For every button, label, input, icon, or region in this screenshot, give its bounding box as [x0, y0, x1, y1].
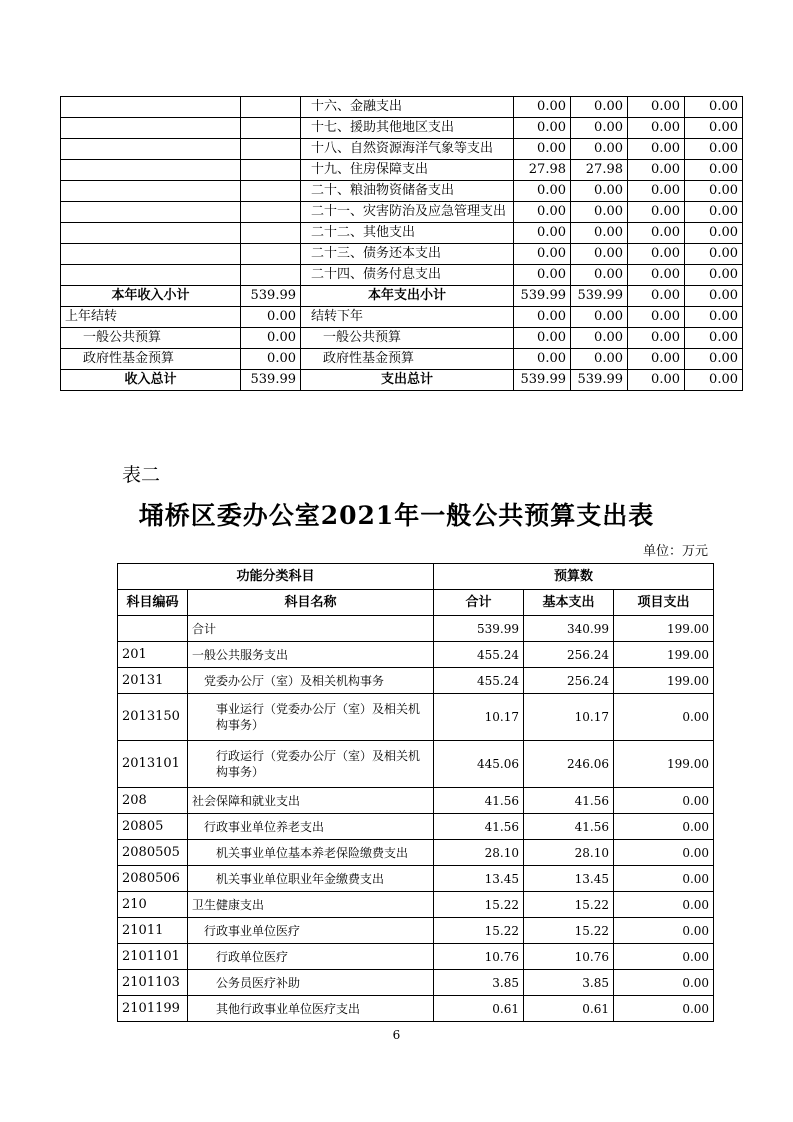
cell-value: 539.99 — [514, 370, 571, 391]
cell-value: 0.00 — [628, 349, 685, 370]
cell-value: 0.00 — [514, 328, 571, 349]
table-row — [118, 694, 714, 741]
page-title: 埇桥区委办公室2021年一般公共预算支出表 — [138, 501, 655, 530]
cell-c2: 0.00 — [241, 328, 301, 349]
cell-c2 — [241, 223, 301, 244]
cell-c1 — [61, 265, 241, 286]
cell-c1 — [61, 202, 241, 223]
cell-c3: 二十一、灾害防治及应急管理支出 — [301, 202, 514, 223]
cell-basic: 28.10 — [524, 840, 614, 866]
cell-value: 539.99 — [571, 286, 628, 307]
cell-code: 20805 — [118, 814, 188, 840]
cell-c3: 政府性基金预算 — [301, 349, 514, 370]
cell-value: 0.00 — [685, 181, 743, 202]
cell-name: 行政单位医疗 — [188, 944, 434, 970]
header-basic: 基本支出 — [524, 590, 614, 616]
cell-value: 27.98 — [571, 160, 628, 181]
table-row — [61, 349, 743, 370]
table-row — [118, 814, 714, 840]
cell-value: 539.99 — [514, 286, 571, 307]
cell-c1 — [61, 244, 241, 265]
cell-c3: 一般公共预算 — [301, 328, 514, 349]
cell-total: 15.22 — [434, 892, 524, 918]
cell-project: 0.00 — [614, 892, 714, 918]
cell-value: 0.00 — [628, 370, 685, 391]
table-row — [118, 944, 714, 970]
cell-value: 539.99 — [571, 370, 628, 391]
cell-project: 199.00 — [614, 741, 714, 788]
cell-value: 0.00 — [571, 265, 628, 286]
cell-name: 行政事业单位养老支出 — [188, 814, 434, 840]
cell-total: 10.76 — [434, 944, 524, 970]
cell-value: 0.00 — [628, 286, 685, 307]
cell-project: 0.00 — [614, 788, 714, 814]
cell-project: 0.00 — [614, 814, 714, 840]
cell-value: 0.00 — [685, 349, 743, 370]
cell-c1: 政府性基金预算 — [61, 349, 241, 370]
cell-value: 0.00 — [571, 202, 628, 223]
cell-value: 0.00 — [628, 202, 685, 223]
cell-project: 199.00 — [614, 642, 714, 668]
cell-basic: 340.99 — [524, 616, 614, 642]
table-row — [61, 286, 743, 307]
table-row — [118, 642, 714, 668]
cell-total: 539.99 — [434, 616, 524, 642]
cell-basic: 246.06 — [524, 741, 614, 788]
cell-project: 199.00 — [614, 616, 714, 642]
table-row — [61, 202, 743, 223]
table-row — [61, 97, 743, 118]
cell-c2 — [241, 139, 301, 160]
cell-c1 — [61, 160, 241, 181]
cell-value: 0.00 — [685, 139, 743, 160]
cell-value: 0.00 — [628, 244, 685, 265]
cell-value: 0.00 — [571, 328, 628, 349]
cell-total: 3.85 — [434, 970, 524, 996]
cell-name: 一般公共服务支出 — [188, 642, 434, 668]
table-row — [118, 788, 714, 814]
table-row — [118, 741, 714, 788]
header-functional-classification: 功能分类科目 — [118, 564, 434, 590]
cell-code: 20131 — [118, 668, 188, 694]
header-code: 科目编码 — [118, 590, 188, 616]
cell-value: 0.00 — [571, 139, 628, 160]
cell-name: 社会保障和就业支出 — [188, 788, 434, 814]
cell-c1: 一般公共预算 — [61, 328, 241, 349]
page-number: 6 — [392, 1028, 401, 1042]
cell-basic: 3.85 — [524, 970, 614, 996]
cell-c1: 收入总计 — [61, 370, 241, 391]
cell-value: 0.00 — [571, 181, 628, 202]
cell-value: 0.00 — [514, 181, 571, 202]
cell-project: 0.00 — [614, 944, 714, 970]
cell-basic: 41.56 — [524, 788, 614, 814]
cell-project: 0.00 — [614, 840, 714, 866]
cell-c2 — [241, 160, 301, 181]
cell-basic: 15.22 — [524, 892, 614, 918]
cell-c3: 本年支出小计 — [301, 286, 514, 307]
cell-c2 — [241, 202, 301, 223]
cell-value: 0.00 — [685, 202, 743, 223]
cell-name: 行政运行（党委办公厅（室）及相关机构事务） — [188, 741, 434, 788]
table-row — [118, 668, 714, 694]
cell-c3: 支出总计 — [301, 370, 514, 391]
table-row — [118, 918, 714, 944]
cell-value: 0.00 — [514, 139, 571, 160]
header-project: 项目支出 — [614, 590, 714, 616]
cell-value: 0.00 — [571, 97, 628, 118]
table-row — [118, 970, 714, 996]
cell-c2 — [241, 181, 301, 202]
cell-basic: 41.56 — [524, 814, 614, 840]
cell-name: 行政事业单位医疗 — [188, 918, 434, 944]
cell-value: 0.00 — [514, 349, 571, 370]
cell-value: 27.98 — [514, 160, 571, 181]
header-total: 合计 — [434, 590, 524, 616]
table-row — [61, 118, 743, 139]
cell-value: 0.00 — [685, 328, 743, 349]
cell-c3: 二十四、债务付息支出 — [301, 265, 514, 286]
cell-total: 0.61 — [434, 996, 524, 1022]
table-row — [61, 223, 743, 244]
cell-value: 0.00 — [628, 307, 685, 328]
cell-c3: 二十三、债务还本支出 — [301, 244, 514, 265]
cell-value: 0.00 — [628, 181, 685, 202]
cell-project: 199.00 — [614, 668, 714, 694]
cell-c1 — [61, 139, 241, 160]
cell-basic: 10.17 — [524, 694, 614, 741]
cell-value: 0.00 — [514, 307, 571, 328]
cell-code: 2080506 — [118, 866, 188, 892]
cell-c2: 539.99 — [241, 370, 301, 391]
cell-basic: 15.22 — [524, 918, 614, 944]
table-row — [61, 181, 743, 202]
table-row — [61, 244, 743, 265]
cell-c3: 二十、粮油物资储备支出 — [301, 181, 514, 202]
cell-basic: 256.24 — [524, 642, 614, 668]
cell-basic: 10.76 — [524, 944, 614, 970]
cell-c3: 结转下年 — [301, 307, 514, 328]
cell-value: 0.00 — [571, 118, 628, 139]
cell-total: 41.56 — [434, 814, 524, 840]
cell-code: 2013150 — [118, 694, 188, 741]
table-row — [118, 866, 714, 892]
cell-code: 2101101 — [118, 944, 188, 970]
cell-c1 — [61, 181, 241, 202]
cell-value: 0.00 — [628, 160, 685, 181]
cell-value: 0.00 — [628, 265, 685, 286]
cell-project: 0.00 — [614, 918, 714, 944]
cell-total: 28.10 — [434, 840, 524, 866]
table-label: 表二 — [122, 464, 161, 486]
cell-name: 其他行政事业单位医疗支出 — [188, 996, 434, 1022]
cell-value: 0.00 — [685, 160, 743, 181]
table-row — [61, 370, 743, 391]
table-row — [61, 328, 743, 349]
cell-value: 0.00 — [685, 223, 743, 244]
table-row — [61, 307, 743, 328]
table-row — [118, 616, 714, 642]
cell-total: 455.24 — [434, 642, 524, 668]
cell-value: 0.00 — [571, 307, 628, 328]
cell-project: 0.00 — [614, 866, 714, 892]
cell-total: 15.22 — [434, 918, 524, 944]
cell-code: 201 — [118, 642, 188, 668]
cell-value: 0.00 — [514, 118, 571, 139]
cell-value: 0.00 — [685, 244, 743, 265]
cell-basic: 0.61 — [524, 996, 614, 1022]
cell-value: 0.00 — [571, 349, 628, 370]
cell-value: 0.00 — [685, 97, 743, 118]
cell-code: 2101103 — [118, 970, 188, 996]
cell-total: 10.17 — [434, 694, 524, 741]
cell-c2 — [241, 265, 301, 286]
cell-code: 21011 — [118, 918, 188, 944]
cell-value: 0.00 — [685, 370, 743, 391]
cell-code: 2013101 — [118, 741, 188, 788]
table-row — [61, 160, 743, 181]
cell-value: 0.00 — [514, 244, 571, 265]
cell-value: 0.00 — [514, 223, 571, 244]
cell-code — [118, 616, 188, 642]
cell-name: 事业运行（党委办公厅（室）及相关机构事务） — [188, 694, 434, 741]
cell-basic: 13.45 — [524, 866, 614, 892]
cell-code: 2080505 — [118, 840, 188, 866]
cell-c3: 二十二、其他支出 — [301, 223, 514, 244]
cell-c1: 上年结转 — [61, 307, 241, 328]
cell-project: 0.00 — [614, 996, 714, 1022]
table-row — [61, 265, 743, 286]
cell-total: 445.06 — [434, 741, 524, 788]
cell-name: 公务员医疗补助 — [188, 970, 434, 996]
cell-c1: 本年收入小计 — [61, 286, 241, 307]
cell-value: 0.00 — [628, 328, 685, 349]
cell-value: 0.00 — [685, 307, 743, 328]
cell-basic: 256.24 — [524, 668, 614, 694]
cell-value: 0.00 — [685, 118, 743, 139]
cell-name: 卫生健康支出 — [188, 892, 434, 918]
cell-name: 机关事业单位基本养老保险缴费支出 — [188, 840, 434, 866]
cell-c1 — [61, 223, 241, 244]
cell-value: 0.00 — [571, 244, 628, 265]
unit-label: 单位：万元 — [642, 544, 708, 559]
cell-name: 合计 — [188, 616, 434, 642]
table-row — [118, 996, 714, 1022]
expenditure-table — [117, 563, 714, 1022]
cell-value: 0.00 — [628, 223, 685, 244]
cell-value: 0.00 — [514, 202, 571, 223]
cell-c2: 0.00 — [241, 349, 301, 370]
cell-c2: 539.99 — [241, 286, 301, 307]
cell-code: 208 — [118, 788, 188, 814]
cell-c1 — [61, 97, 241, 118]
cell-name: 机关事业单位职业年金缴费支出 — [188, 866, 434, 892]
cell-total: 13.45 — [434, 866, 524, 892]
cell-value: 0.00 — [628, 139, 685, 160]
cell-name: 党委办公厅（室）及相关机构事务 — [188, 668, 434, 694]
cell-c1 — [61, 118, 241, 139]
cell-project: 0.00 — [614, 970, 714, 996]
cell-code: 210 — [118, 892, 188, 918]
cell-c2: 0.00 — [241, 307, 301, 328]
cell-total: 41.56 — [434, 788, 524, 814]
header-name: 科目名称 — [188, 590, 434, 616]
cell-c2 — [241, 97, 301, 118]
table-row — [118, 840, 714, 866]
cell-value: 0.00 — [685, 286, 743, 307]
cell-c2 — [241, 244, 301, 265]
cell-value: 0.00 — [571, 223, 628, 244]
cell-project: 0.00 — [614, 694, 714, 741]
cell-c3: 十八、自然资源海洋气象等支出 — [301, 139, 514, 160]
table-row — [61, 139, 743, 160]
table-row — [118, 892, 714, 918]
cell-value: 0.00 — [514, 97, 571, 118]
cell-c3: 十六、金融支出 — [301, 97, 514, 118]
header-budget-amount: 预算数 — [434, 564, 714, 590]
cell-total: 455.24 — [434, 668, 524, 694]
cell-value: 0.00 — [628, 97, 685, 118]
cell-c3: 十九、住房保障支出 — [301, 160, 514, 181]
cell-c2 — [241, 118, 301, 139]
cell-value: 0.00 — [514, 265, 571, 286]
cell-value: 0.00 — [685, 265, 743, 286]
budget-summary-table — [60, 96, 743, 391]
cell-code: 2101199 — [118, 996, 188, 1022]
cell-value: 0.00 — [628, 118, 685, 139]
cell-c3: 十七、援助其他地区支出 — [301, 118, 514, 139]
